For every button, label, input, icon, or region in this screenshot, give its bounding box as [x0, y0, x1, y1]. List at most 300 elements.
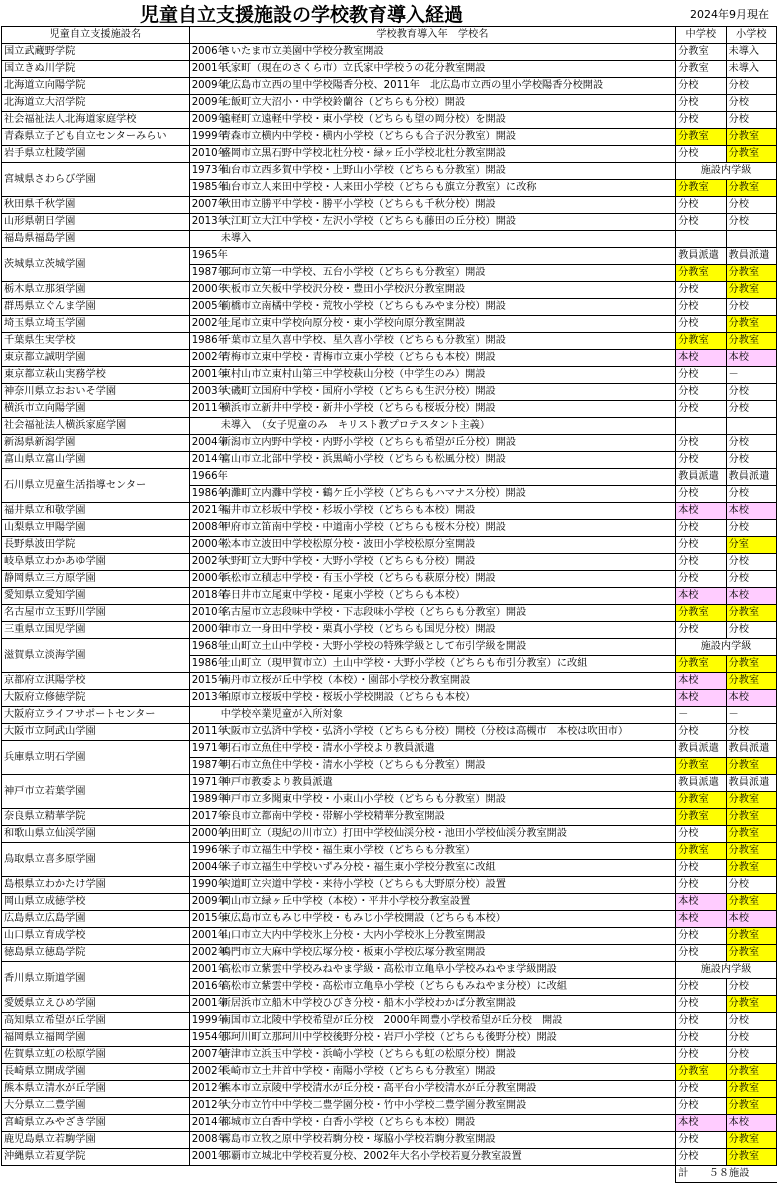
- table-row: [2, 622, 777, 639]
- junior-high-type: 分校: [676, 78, 726, 95]
- header-detail: 学校教育導入年 学校名: [189, 27, 675, 44]
- detail-cell: [189, 1115, 675, 1132]
- detail-cell: [189, 282, 675, 299]
- detail-year: 2002年: [191, 1066, 228, 1077]
- table-row: [2, 996, 777, 1013]
- detail-year: 2016年: [191, 981, 228, 992]
- table-row: [2, 367, 777, 384]
- facility-name: 石川県立児童生活指導センター: [2, 469, 190, 503]
- elementary-type: 分教室: [726, 673, 776, 690]
- junior-high-type: 分校: [676, 435, 726, 452]
- facility-name: 岡山県立成徳学校: [2, 894, 190, 911]
- detail-year: 2001年: [191, 930, 228, 941]
- elementary-type: 分校: [726, 1030, 776, 1047]
- junior-high-type: 分校: [676, 537, 726, 554]
- detail-text: 遠軽町立遠軽中学校・東小学校（どちらも望の岡分校）を開設: [220, 114, 506, 125]
- detail-text: 新居浜市立船木中学校ひびき分校・船木小学校わかば分教室開設: [220, 998, 517, 1009]
- detail-cell: [189, 146, 675, 163]
- facility-table: [1, 26, 777, 1183]
- detail-year: 2004年: [191, 862, 228, 873]
- detail-year: 1971年: [191, 743, 228, 754]
- facility-name: 青森県立子ども自立センターみらい: [2, 129, 190, 146]
- elementary-type: 分教室: [726, 1081, 776, 1098]
- table-row: [2, 129, 777, 146]
- facility-name: 宮崎県立みやざき学園: [2, 1115, 190, 1132]
- table-row: [2, 554, 777, 571]
- junior-high-type: 分校: [676, 214, 726, 231]
- elementary-type: 分校: [726, 486, 776, 503]
- table-row: [2, 962, 777, 979]
- table-row: [2, 945, 777, 962]
- elementary-type: 分教室: [726, 333, 776, 350]
- junior-high-type: 分校: [676, 1013, 726, 1030]
- junior-high-type: [676, 418, 726, 435]
- elementary-type: 本校: [726, 1115, 776, 1132]
- junior-high-type: 分校: [676, 724, 726, 741]
- facility-name: 神奈川県立おおいそ学園: [2, 384, 190, 401]
- detail-year: 2001年: [191, 63, 228, 74]
- detail-year: 2011年: [191, 403, 228, 414]
- detail-text: 宍道町立宍道中学校・来待小学校（どちらも大野原分校）設置: [220, 879, 506, 890]
- detail-year: 1986年: [191, 488, 228, 499]
- total-row: [2, 1166, 777, 1183]
- facility-name: 東京都立萩山実務学校: [2, 367, 190, 384]
- table-row: [2, 1098, 777, 1115]
- detail-year: 2009年: [191, 114, 228, 125]
- facility-name: 佐賀県立虹の松原学園: [2, 1047, 190, 1064]
- junior-high-type: 本校: [676, 911, 726, 928]
- table-header-row: [2, 27, 777, 44]
- elementary-type: 教員派遣: [726, 248, 776, 265]
- detail-year: 2009年: [191, 896, 228, 907]
- detail-text: 唐津市立浜玉中学校・浜崎小学校（どちらも虹の松原分校）開設: [220, 1049, 517, 1060]
- facility-name: 滋賀県立淡海学園: [2, 639, 190, 673]
- table-row: [2, 384, 777, 401]
- table-row: [2, 911, 777, 928]
- header-elementary: 小学校: [726, 27, 776, 44]
- table-row: [2, 1030, 777, 1047]
- detail-text: 柏原市立桜坂中学校・桜坂小学校開設（どちらも本校）: [220, 692, 476, 703]
- facility-name: 山梨県立甲陽学園: [2, 520, 190, 537]
- junior-high-type: 分教室: [676, 61, 726, 78]
- facility-name: 鳥取県立喜多原学園: [2, 843, 190, 877]
- detail-cell: [189, 843, 675, 860]
- table-row: [2, 503, 777, 520]
- facility-name: 新潟県新潟学園: [2, 435, 190, 452]
- table-row: [2, 639, 777, 656]
- detail-year: 2006年: [191, 46, 228, 57]
- junior-high-type: 本校: [676, 894, 726, 911]
- junior-high-type: 本校: [676, 350, 726, 367]
- facility-name: 千葉県生実学校: [2, 333, 190, 350]
- detail-text: 氏家町（現在のさくら市）立氏家中学校うの花分教室開設: [220, 63, 486, 74]
- facility-name: 高知県立希望が丘学園: [2, 1013, 190, 1030]
- elementary-type: 分教室: [726, 860, 776, 877]
- detail-cell: [189, 707, 675, 724]
- table-row: [2, 112, 777, 129]
- school-type-span: 施設内学級: [676, 962, 777, 979]
- facility-name: 北海道立大沼学院: [2, 95, 190, 112]
- elementary-type: 教員派遣: [726, 775, 776, 792]
- detail-year: 1986年: [191, 335, 228, 346]
- detail-year: 1999年: [191, 131, 228, 142]
- detail-cell: [189, 333, 675, 350]
- elementary-type: 分校: [726, 299, 776, 316]
- detail-text: 岡山市立緑ヶ丘中学校（本校）・平井小学校分教室設置: [220, 896, 471, 907]
- detail-text: 青梅市立東中学校・青梅市立東小学校（どちらも本校）開設: [220, 352, 496, 363]
- junior-high-type: 分校: [676, 1149, 726, 1166]
- table-row: [2, 163, 777, 180]
- facility-name: 茨城県立茨城学園: [2, 248, 190, 282]
- detail-year: 1968年: [191, 641, 228, 652]
- facility-name: 国立きぬ川学院: [2, 61, 190, 78]
- detail-cell: [189, 299, 675, 316]
- table-body: [2, 44, 777, 1166]
- detail-cell: [189, 741, 675, 758]
- facility-name: 福井県立和敬学園: [2, 503, 190, 520]
- detail-cell: [189, 877, 675, 894]
- table-row: [2, 95, 777, 112]
- detail-text: 米子市立福生中学校いずみ分校・福生東小学校分教室に改組: [220, 862, 496, 873]
- detail-year: 2013年: [191, 216, 228, 227]
- detail-cell: [189, 231, 675, 248]
- facility-name: 栃木県立那須学園: [2, 282, 190, 299]
- detail-text: 東広島市立もみじ中学校・もみじ小学校開設（どちらも本校）: [220, 913, 506, 924]
- detail-cell: [189, 435, 675, 452]
- as-of-date: 2024年9月現在: [690, 8, 769, 21]
- detail-cell: [189, 537, 675, 554]
- detail-year: 1966年: [191, 471, 228, 482]
- detail-cell: [189, 503, 675, 520]
- detail-cell: [189, 197, 675, 214]
- detail-year: 1971年: [191, 777, 228, 788]
- detail-cell: [189, 265, 675, 282]
- detail-cell: [189, 401, 675, 418]
- junior-high-type: 分校: [676, 877, 726, 894]
- elementary-type: 分教室: [726, 1132, 776, 1149]
- table-row: [2, 1132, 777, 1149]
- facility-name: 社会福祉法人横浜家庭学園: [2, 418, 190, 435]
- junior-high-type: 分教室: [676, 265, 726, 282]
- elementary-type: 本校: [726, 588, 776, 605]
- facility-name: 群馬県立ぐんま学園: [2, 299, 190, 316]
- detail-cell: [189, 962, 675, 979]
- detail-cell: [189, 469, 675, 486]
- detail-text: 矢板市立矢板中学校沢分校・豊田小学校沢分教室開設: [220, 284, 466, 295]
- detail-cell: [189, 809, 675, 826]
- junior-high-type: 分校: [676, 1132, 726, 1149]
- facility-name: 岐阜県立わかあゆ学園: [2, 554, 190, 571]
- detail-cell: [189, 928, 675, 945]
- elementary-type: 分教室: [726, 180, 776, 197]
- facility-name: 長野県波田学院: [2, 537, 190, 554]
- facility-name: 大分県立二豊学園: [2, 1098, 190, 1115]
- table-row: [2, 894, 777, 911]
- junior-high-type: 分校: [676, 486, 726, 503]
- detail-text: 東村山市立東村山第三中学校萩山分校（中学生のみ）開設: [220, 369, 486, 380]
- school-type-span: 施設内学級: [676, 639, 777, 656]
- detail-cell: [189, 622, 675, 639]
- detail-text: 津市立一身田中学校・栗真小学校（どちらも国児分校）開設: [220, 624, 496, 635]
- facility-name: 大阪府立ライフサポートセンター: [2, 707, 190, 724]
- junior-high-type: 分教室: [676, 792, 726, 809]
- facility-name: 兵庫県立明石学園: [2, 741, 190, 775]
- junior-high-type: 教員派遣: [676, 775, 726, 792]
- facility-name: 沖縄県立若夏学院: [2, 1149, 190, 1166]
- detail-cell: [189, 486, 675, 503]
- junior-high-type: 分教室: [676, 758, 726, 775]
- page-title: 児童自立支援施設の学校教育導入経過: [140, 4, 464, 26]
- junior-high-type: 分校: [676, 197, 726, 214]
- elementary-type: 分校: [726, 214, 776, 231]
- facility-name: 国立武蔵野学院: [2, 44, 190, 61]
- junior-high-type: 分校: [676, 1047, 726, 1064]
- detail-year: 2008年: [191, 522, 228, 533]
- elementary-type: 分教室: [726, 996, 776, 1013]
- facility-name: 京都府立淇陽学校: [2, 673, 190, 690]
- table-row: [2, 214, 777, 231]
- elementary-type: 分教室: [726, 826, 776, 843]
- junior-high-type: 分校: [676, 112, 726, 129]
- facility-name: 北海道立向陽学院: [2, 78, 190, 95]
- detail-text: 霧島市立牧之原中学校若駒分校・塚脇小学校若駒分教室開設: [220, 1134, 496, 1145]
- elementary-type: 分教室: [726, 129, 776, 146]
- facility-name: 和歌山県立仙渓学園: [2, 826, 190, 843]
- facility-name: 社会福祉法人北海道家庭学校: [2, 112, 190, 129]
- elementary-type: 本校: [726, 911, 776, 928]
- elementary-type: －: [726, 367, 776, 384]
- junior-high-type: 分教室: [676, 1064, 726, 1081]
- detail-cell: [189, 520, 675, 537]
- detail-year: 2007年: [191, 199, 228, 210]
- detail-year: 1973年: [191, 165, 228, 176]
- detail-year: 2013年: [191, 692, 228, 703]
- table-row: [2, 1013, 777, 1030]
- detail-text: 奈良市立都南中学校・帯解小学校精華分教室開設: [220, 811, 445, 822]
- detail-text: 千葉市立星久喜中学校、星久喜小学校（どちらも分教室）開設: [220, 335, 506, 346]
- table-row: [2, 452, 777, 469]
- table-row: [2, 724, 777, 741]
- detail-text: 大磯町立国府中学校・国府小学校（どちらも生沢分校）開設: [220, 386, 496, 397]
- junior-high-type: 分教室: [676, 605, 726, 622]
- detail-text: 春日井市立尾東中学校・尾東小学校（どちらも本校）: [220, 590, 466, 601]
- elementary-type: 分教室: [726, 928, 776, 945]
- detail-text: 大江町立大江中学校・左沢小学校（どちらも藤田の丘分校）開設: [220, 216, 517, 227]
- detail-year: 2001年: [191, 964, 228, 975]
- elementary-type: [726, 418, 776, 435]
- detail-year: 2018年: [191, 590, 228, 601]
- elementary-type: 分教室: [726, 656, 776, 673]
- facility-name: 三重県立国児学園: [2, 622, 190, 639]
- total-count: 計 ５８施設: [676, 1166, 777, 1183]
- detail-text: 高松市立紫雲中学校みねやま学級・高松市立亀阜小学校みねやま学級開設: [220, 964, 557, 975]
- junior-high-type: 本校: [676, 503, 726, 520]
- detail-year: 1987年: [191, 267, 228, 278]
- junior-high-type: 分教室: [676, 809, 726, 826]
- junior-high-type: 分教室: [676, 44, 726, 61]
- table-row: [2, 1149, 777, 1166]
- junior-high-type: 分校: [676, 520, 726, 537]
- detail-cell: [189, 1064, 675, 1081]
- detail-text: 新潟市立内野中学校・内野小学校（どちらも希望が丘分校）開設: [220, 437, 517, 448]
- junior-high-type: 分校: [676, 1098, 726, 1115]
- elementary-type: 未導入: [726, 61, 776, 78]
- detail-year: 2001年: [191, 1151, 228, 1162]
- detail-text: 北広島市立西の里中学校陽香分校、2011年 北広島市立西の里小学校陽香分校開設: [220, 80, 604, 91]
- facility-name: 奈良県立精華学院: [2, 809, 190, 826]
- junior-high-type: 本校: [676, 690, 726, 707]
- detail-cell: [189, 1081, 675, 1098]
- elementary-type: 分教室: [726, 282, 776, 299]
- junior-high-type: 分校: [676, 945, 726, 962]
- elementary-type: 分校: [726, 401, 776, 418]
- table-row: [2, 1064, 777, 1081]
- elementary-type: 分教室: [726, 1098, 776, 1115]
- detail-text: 那覇市立城北中学校若夏分校、2002年大名小学校若夏分教室設置: [220, 1151, 522, 1162]
- detail-cell: [189, 248, 675, 265]
- junior-high-type: 分校: [676, 452, 726, 469]
- detail-cell: [189, 1030, 675, 1047]
- detail-cell: [189, 894, 675, 911]
- table-row: [2, 248, 777, 265]
- junior-high-type: －: [676, 707, 726, 724]
- detail-text: 松本市立波田中学校松原分校・波田小学校松原分室開設: [220, 539, 476, 550]
- facility-name: 岩手県立杜陵学園: [2, 146, 190, 163]
- elementary-type: 分教室: [726, 945, 776, 962]
- detail-year: 1986年: [191, 658, 228, 669]
- facility-name: 宮城県さわらび学園: [2, 163, 190, 197]
- junior-high-type: 本校: [676, 588, 726, 605]
- detail-year: 2008年: [191, 1134, 228, 1145]
- detail-cell: [189, 554, 675, 571]
- junior-high-type: 分校: [676, 299, 726, 316]
- junior-high-type: 分校: [676, 146, 726, 163]
- facility-name: 静岡県立三方原学園: [2, 571, 190, 588]
- detail-cell: [189, 911, 675, 928]
- detail-cell: [189, 384, 675, 401]
- detail-cell: [189, 180, 675, 197]
- detail-text: 都城市立白香中学校・白香小学校（どちらも本校）開設: [220, 1117, 476, 1128]
- elementary-type: 分教室: [726, 605, 776, 622]
- table-row: [2, 146, 777, 163]
- facility-name: 埼玉県立埼玉学園: [2, 316, 190, 333]
- detail-text: 上尾市立東中学校向原分校・東小学校向原分教室開設: [220, 318, 466, 329]
- junior-high-type: 分校: [676, 1081, 726, 1098]
- detail-year: 2002年: [191, 947, 228, 958]
- detail-text: 甲府市立笛南中学校・中道南小学校（どちらも桜木分校）開設: [220, 522, 506, 533]
- facility-name: 福島県福島学園: [2, 231, 190, 248]
- detail-cell: [189, 860, 675, 877]
- detail-year: 2004年: [191, 437, 228, 448]
- elementary-type: 分校: [726, 520, 776, 537]
- junior-high-type: 分教室: [676, 843, 726, 860]
- detail-year: 2000年: [191, 573, 228, 584]
- detail-text: 明石市立魚住中学校・清水小学校（どちらも分教室）開設: [220, 760, 486, 771]
- detail-text: 未導入: [220, 233, 252, 244]
- detail-cell: [189, 129, 675, 146]
- table-row: [2, 809, 777, 826]
- detail-cell: [189, 214, 675, 231]
- detail-text: 内灘町立内灘中学校・鶴ケ丘小学校（どちらもハマナス分校）開設: [220, 488, 526, 499]
- detail-year: 2001年: [191, 998, 228, 1009]
- school-type-span: 施設内学級: [676, 163, 777, 180]
- table-row: [2, 571, 777, 588]
- elementary-type: 分校: [726, 571, 776, 588]
- detail-text: 前橋市立南橘中学校・荒牧小学校（どちらもみやま分校）開設: [220, 301, 506, 312]
- elementary-type: 分教室: [726, 843, 776, 860]
- elementary-type: [726, 231, 776, 248]
- elementary-type: 教員派遣: [726, 469, 776, 486]
- detail-year: 2002年: [191, 318, 228, 329]
- elementary-type: 分校: [726, 435, 776, 452]
- junior-high-type: 分校: [676, 996, 726, 1013]
- junior-high-type: 分校: [676, 860, 726, 877]
- table-row: [2, 1081, 777, 1098]
- table-row: [2, 537, 777, 554]
- detail-cell: [189, 826, 675, 843]
- detail-cell: [189, 979, 675, 996]
- detail-cell: [189, 452, 675, 469]
- table-row: [2, 826, 777, 843]
- junior-high-type: 分校: [676, 384, 726, 401]
- detail-cell: [189, 605, 675, 622]
- junior-high-type: 分校: [676, 826, 726, 843]
- table-row: [2, 520, 777, 537]
- detail-cell: [189, 1047, 675, 1064]
- detail-text: 神戸市立多聞東中学校・小束山小学校（どちらも分教室）開設: [220, 794, 506, 805]
- detail-text: 秋田市立勝平中学校・勝平小学校（どちらも千秋分校）開設: [220, 199, 496, 210]
- detail-cell: [189, 690, 675, 707]
- elementary-type: 分校: [726, 452, 776, 469]
- junior-high-type: 分教室: [676, 333, 726, 350]
- detail-year: 2009年: [191, 80, 228, 91]
- table-row: [2, 707, 777, 724]
- detail-cell: [189, 945, 675, 962]
- detail-text: 神戸市教委より教員派遣: [220, 777, 333, 788]
- detail-year: 2002年: [191, 352, 228, 363]
- elementary-type: 分校: [726, 1047, 776, 1064]
- junior-high-type: 分校: [676, 282, 726, 299]
- detail-text: 山口市立大内中学校氷上分校・大内小学校氷上分教室開設: [220, 930, 486, 941]
- page-header: [0, 0, 778, 26]
- detail-cell: [189, 316, 675, 333]
- detail-text: 盛岡市立黒石野中学校北杜分校・緑ヶ丘小学校北杜分教室開設: [220, 148, 506, 159]
- detail-year: 2010年: [191, 607, 228, 618]
- facility-name: 横浜市立向陽学園: [2, 401, 190, 418]
- junior-high-type: 本校: [676, 673, 726, 690]
- detail-year: 1990年: [191, 879, 228, 890]
- detail-cell: [189, 758, 675, 775]
- detail-year: 2021年: [191, 505, 228, 516]
- elementary-type: －: [726, 707, 776, 724]
- table-row: [2, 418, 777, 435]
- facility-name: 東京都立誠明学園: [2, 350, 190, 367]
- detail-text: 中学校卒業児童が入所対象: [220, 709, 343, 720]
- table-row: [2, 843, 777, 860]
- facility-name: 徳島県立徳島学院: [2, 945, 190, 962]
- detail-year: 2012年: [191, 1083, 228, 1094]
- elementary-type: 分教室: [726, 1064, 776, 1081]
- elementary-type: 未導入: [726, 44, 776, 61]
- facility-name: 神戸市立若葉学園: [2, 775, 190, 809]
- detail-text: 土山町立土山中学校・大野小学校の特殊学級として布引学級を開設: [220, 641, 527, 652]
- detail-text: 浜松市立積志中学校・有玉小学校（どちらも萩原分校）開設: [220, 573, 496, 584]
- junior-high-type: 分校: [676, 401, 726, 418]
- detail-year: 2000年: [191, 284, 228, 295]
- elementary-type: 分校: [726, 384, 776, 401]
- detail-cell: [189, 1149, 675, 1166]
- detail-cell: [189, 418, 675, 435]
